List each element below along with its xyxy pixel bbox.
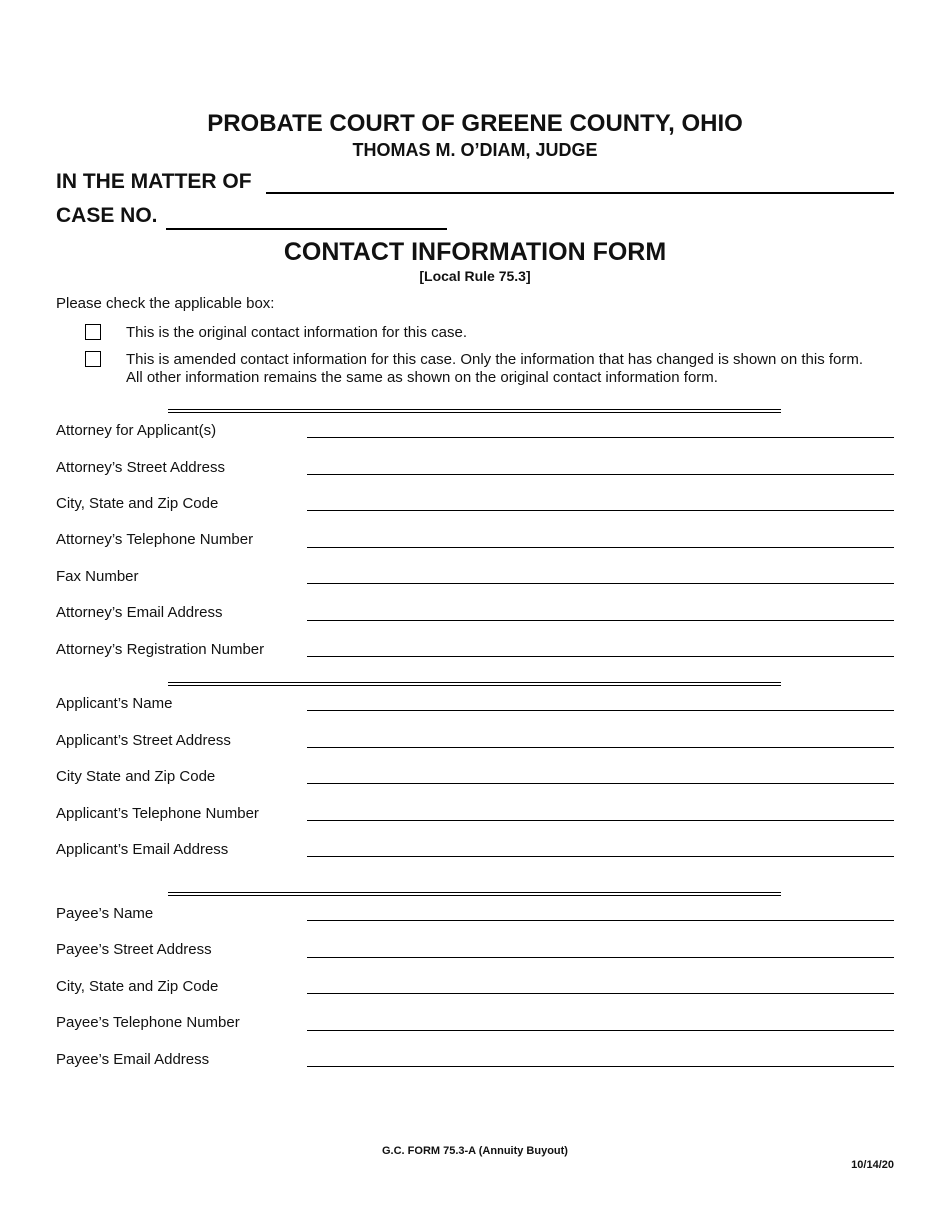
attorney-email-line[interactable]: [307, 620, 894, 621]
form-title: CONTACT INFORMATION FORM: [283, 238, 667, 266]
matter-label: IN THE MATTER OF: [56, 170, 252, 193]
field-label: Payee’s Street Address: [56, 941, 212, 958]
field-label: Applicant’s Telephone Number: [56, 805, 259, 822]
original-info-checkbox[interactable]: [85, 324, 101, 340]
applicant-name-line[interactable]: [307, 710, 894, 711]
court-title: PROBATE COURT OF GREENE COUNTY, OHIO: [207, 110, 743, 137]
form-identifier: G.C. FORM 75.3-A (Annuity Buyout): [382, 1145, 568, 1157]
field-label: Payee’s Name: [56, 905, 154, 922]
field-label: Fax Number: [56, 568, 139, 585]
section-divider: [168, 892, 781, 896]
field-label: Attorney for Applicant(s): [56, 422, 217, 439]
field-label: City, State and Zip Code: [56, 978, 219, 995]
amended-info-checkbox[interactable]: [85, 351, 101, 367]
field-label: Applicant’s Street Address: [56, 732, 231, 749]
case-number-label: CASE NO.: [56, 204, 158, 227]
field-label: Attorney’s Registration Number: [56, 641, 265, 658]
amended-info-text-line1: This is amended contact information for this case. Only the information that has changed is shown on this form.: [126, 351, 864, 368]
judge-name: THOMAS M. O’DIAM, JUDGE: [352, 140, 598, 160]
applicant-city-line[interactable]: [307, 783, 894, 784]
field-label: Attorney’s Email Address: [56, 604, 223, 621]
payee-name-line[interactable]: [307, 920, 894, 921]
case-number-input-line[interactable]: [166, 228, 447, 230]
field-label: Attorney’s Telephone Number: [56, 531, 254, 548]
original-info-text: This is the original contact information for this case.: [126, 324, 467, 341]
matter-input-line[interactable]: [266, 192, 894, 194]
field-label: Applicant’s Email Address: [56, 841, 229, 858]
attorney-city-line[interactable]: [307, 510, 894, 511]
local-rule: [Local Rule 75.3]: [419, 268, 531, 284]
field-label: Attorney’s Street Address: [56, 459, 225, 476]
payee-phone-line[interactable]: [307, 1030, 894, 1031]
attorney-fax-line[interactable]: [307, 583, 894, 584]
payee-email-line[interactable]: [307, 1066, 894, 1067]
instructions: Please check the applicable box:: [56, 295, 275, 312]
field-label: City, State and Zip Code: [56, 495, 219, 512]
payee-street-line[interactable]: [307, 957, 894, 958]
attorney-name-line[interactable]: [307, 437, 894, 438]
field-label: Applicant’s Name: [56, 695, 173, 712]
applicant-street-line[interactable]: [307, 747, 894, 748]
field-label: Payee’s Telephone Number: [56, 1014, 240, 1031]
field-label: City State and Zip Code: [56, 768, 216, 785]
payee-city-line[interactable]: [307, 993, 894, 994]
amended-info-text-line2: All other information remains the same as shown on the original contact information form.: [126, 369, 718, 386]
revision-date: 10/14/20: [851, 1159, 894, 1171]
section-divider: [168, 682, 781, 686]
attorney-registration-line[interactable]: [307, 656, 894, 657]
field-label: Payee’s Email Address: [56, 1051, 210, 1068]
attorney-street-line[interactable]: [307, 474, 894, 475]
applicant-email-line[interactable]: [307, 856, 894, 857]
attorney-phone-line[interactable]: [307, 547, 894, 548]
applicant-phone-line[interactable]: [307, 820, 894, 821]
section-divider: [168, 409, 781, 413]
